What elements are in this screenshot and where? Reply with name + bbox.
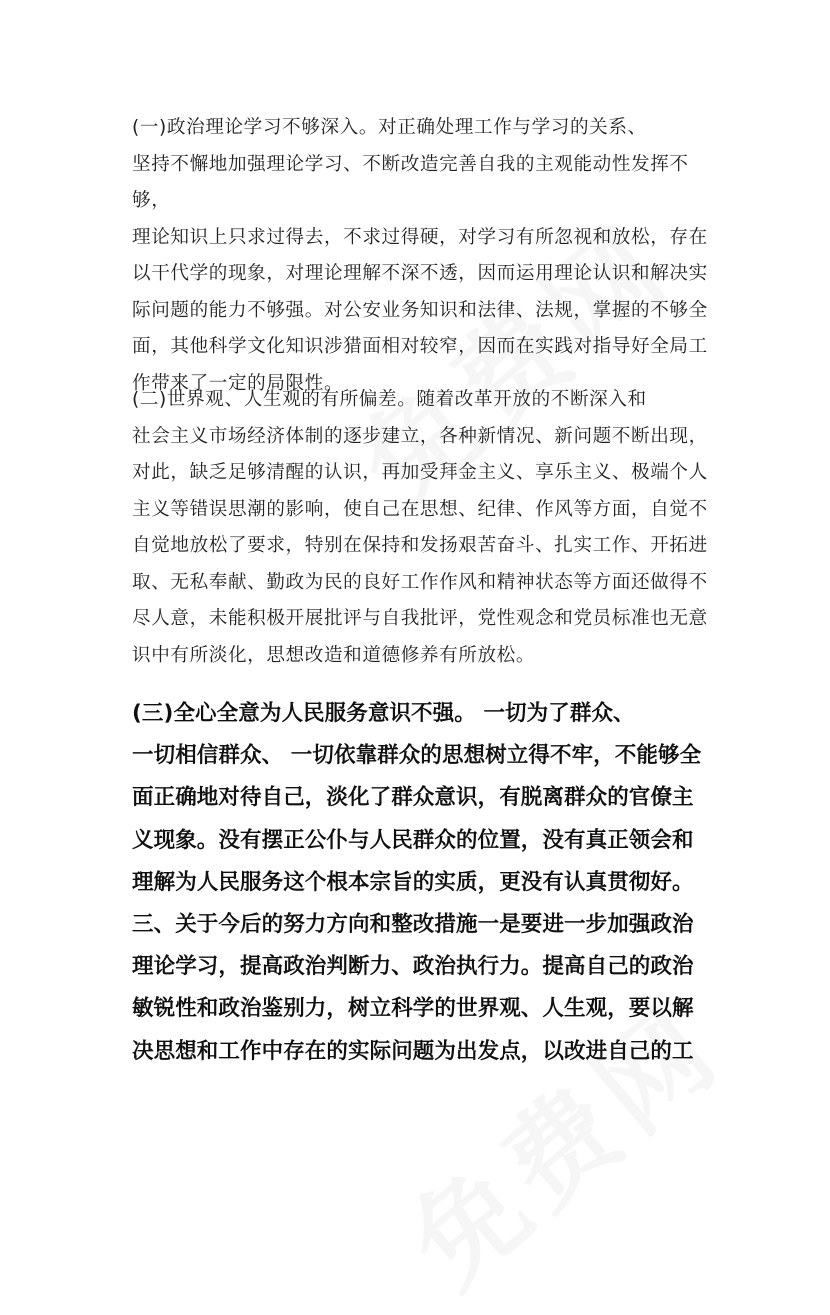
paragraph-political-theory: (一)政治理论学习不够深入。对正确处理工作与学习的关系、 坚持不懈地加强理论学习、不断改造完善自我的主观能动性发挥不够， 理论知识上只求过得去，不求过得硬，对学习有所忽视和放松，存在 以干代学的现象，对理论理解不深不透，因而运用理论认识和解决实 际问题的能力不够强。对公安业务知识和法律、法规，掌握的不够全 面，其他科学文化知识涉猎面相对较窄，因而在实践对指导好全局工 作带来了一定的局限性。 xyxy=(132,117,708,394)
paragraph-worldview: (二)世界观、人生观的有所偏差。随着改革开放的不断深入和 社会主义市场经济体制的逐步建立，各种新情况、新问题不断出现， 对此，缺乏足够清醒的认识，再加受拜金主义、享乐主义、极端个人 主义等错误思潮的影响，使自己在思想、纪律、作风等方面，自觉不 自觉地放松了要求，特别在保持和发扬艰苦奋斗、扎实工作、开拓进 取、无私奉献、勤政为民的良好工作作风和精神状态等方面还做得不 尽人意，未能积极开展批评与自我批评，党性观念和党员标准也无意 识中有所淡化，思想改造和道德修养有所放松。 xyxy=(132,389,708,666)
paragraph-serve-people: (三)全心全意为人民服务意识不强。 一切为了群众、 一切相信群众、 一切依靠群众的思想树立得不牢，不能够全 面正确地对待自己，淡化了群众意识，有脱离群众的官僚主 义现象。没有摆正公仆与人民群众的位置，没有真正领会和 理解为人民服务这个根本宗旨的实质，更没有认真贯彻好。 三、关于今后的努力方向和整改措施一是要进一步加强政治 理论学习，提高政治判断力、政治执行力。提高自己的政治 敏锐性和政治鉴别力，树立科学的世界观、人生观，要以解 决思想和工作中存在的实际问题为出发点，以改进自己的工 xyxy=(132,701,702,1064)
